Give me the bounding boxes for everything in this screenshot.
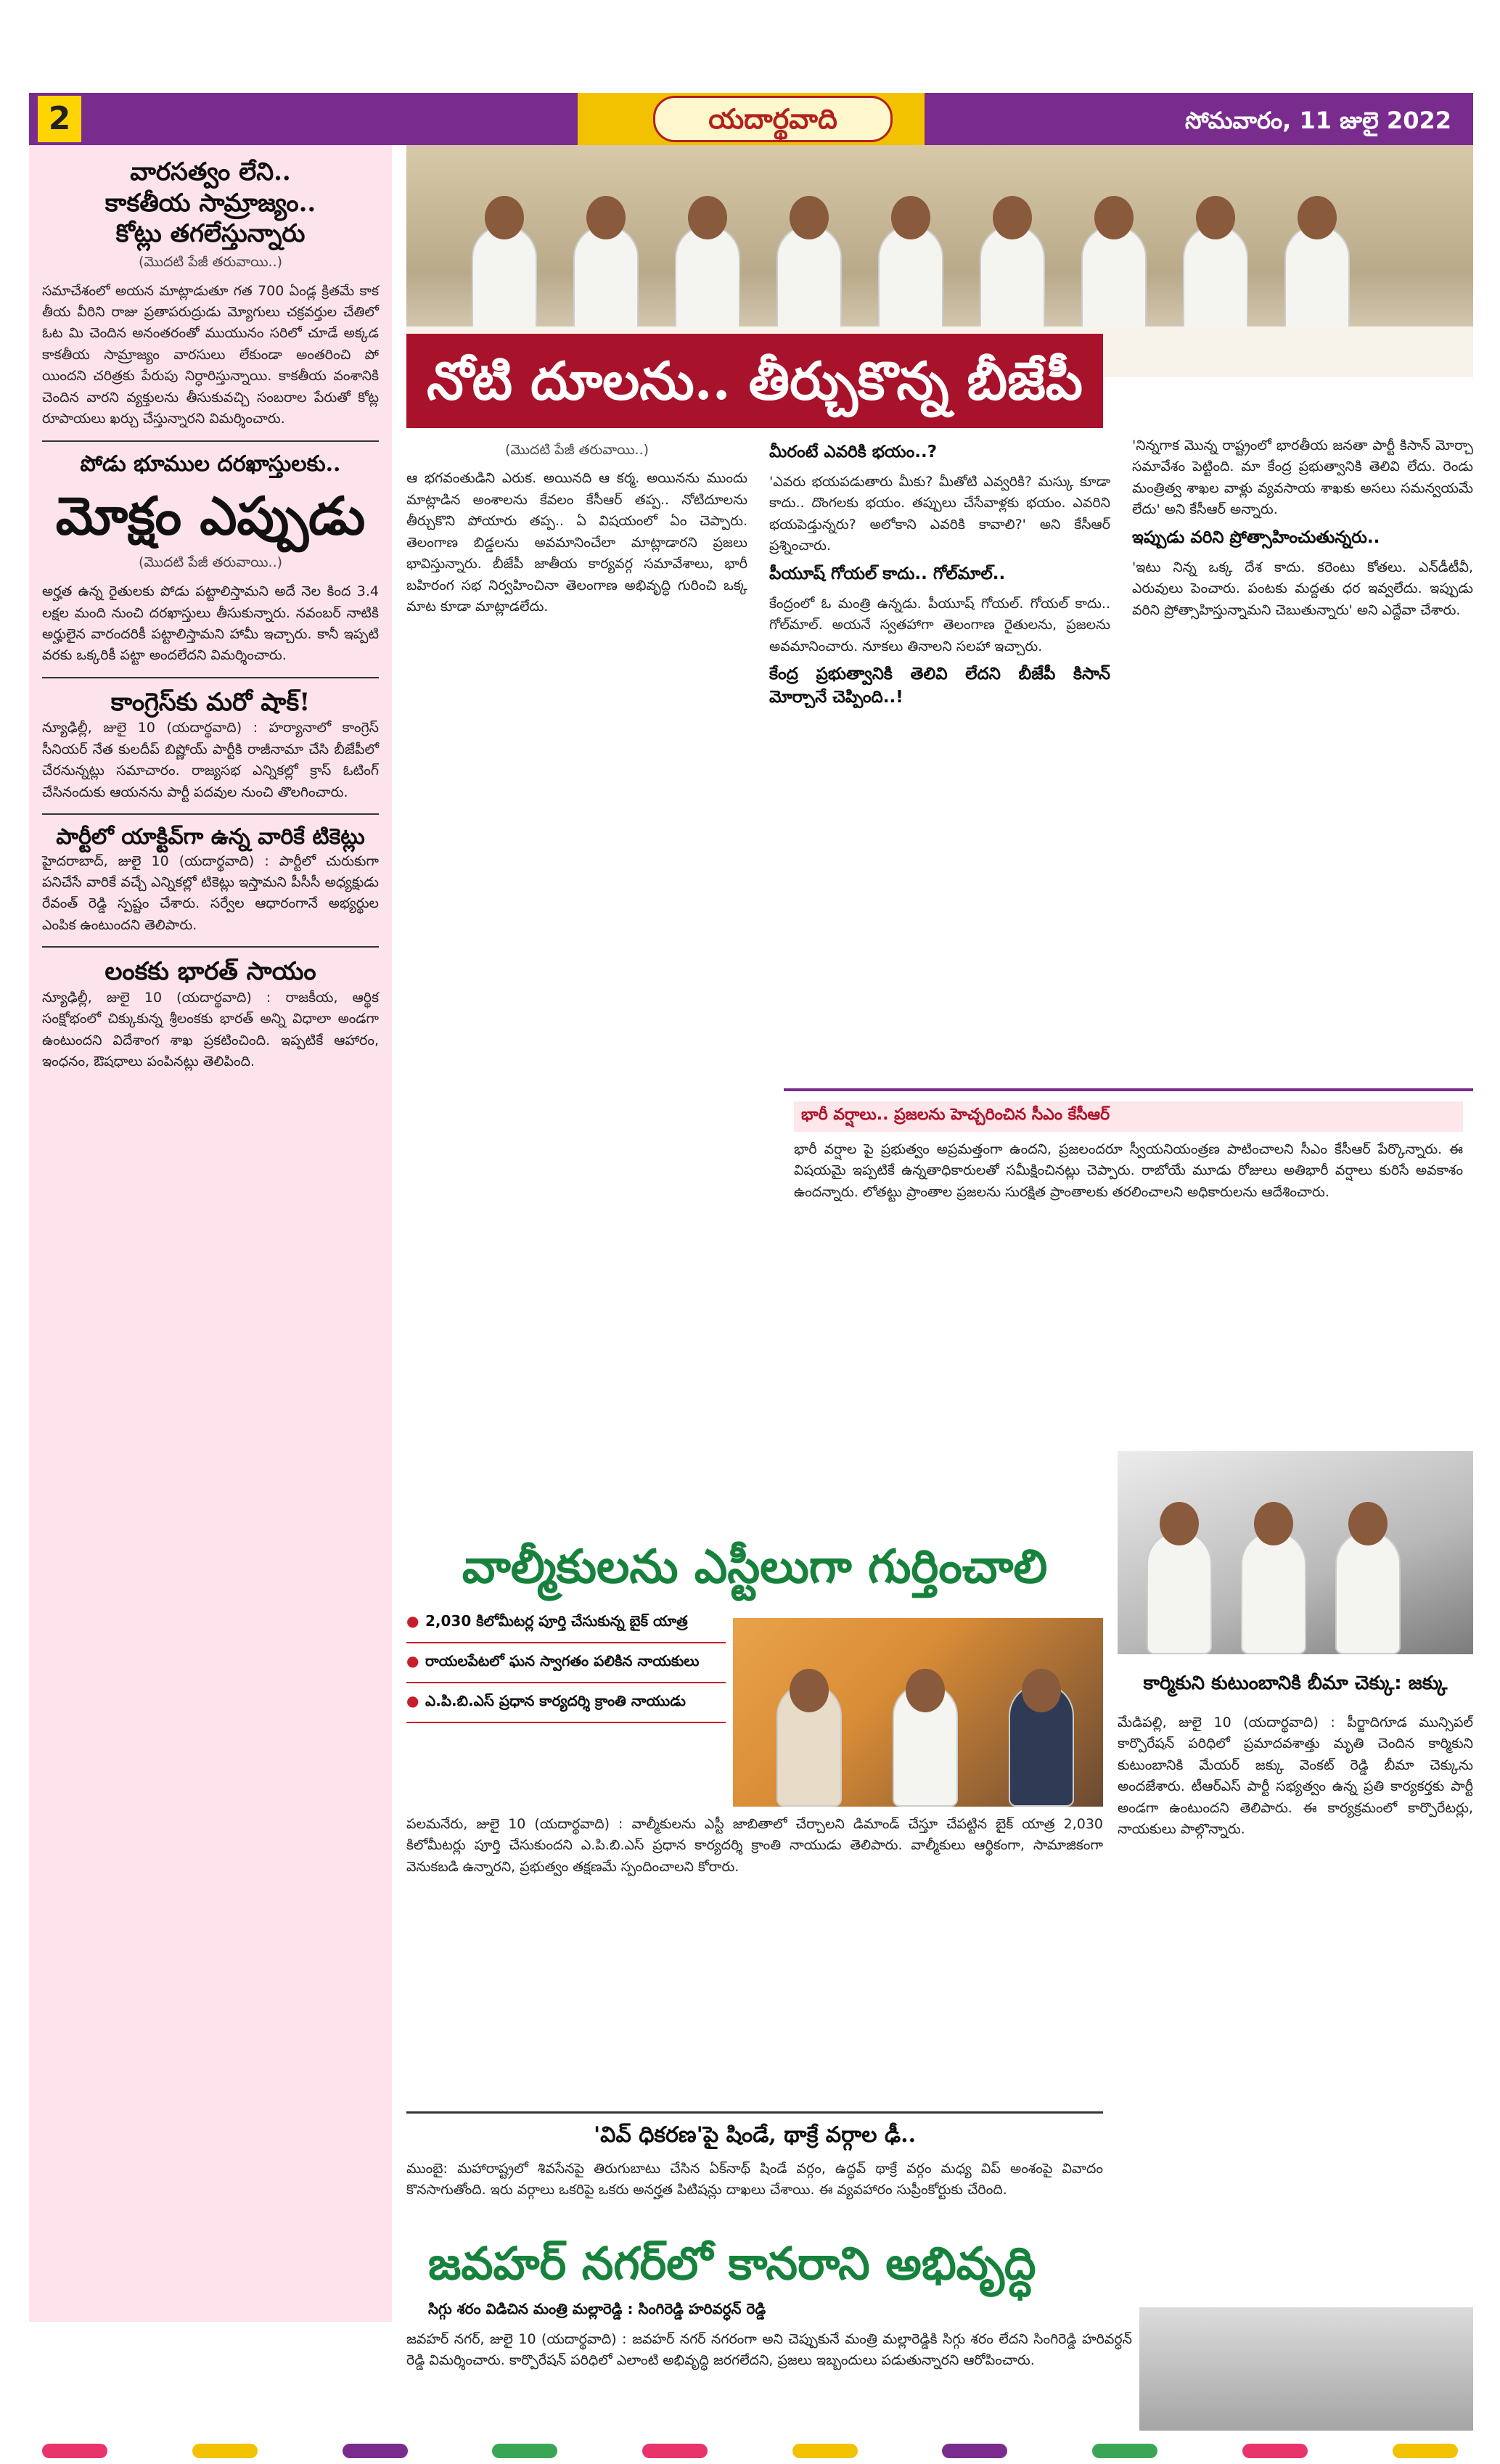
story5-headline: లంకకు భారత్ సాయం	[104, 957, 316, 987]
person-head	[485, 196, 524, 239]
color-swatch	[492, 2444, 557, 2458]
main-col3-subhead: ఇప్పుడు వరిని ప్రోత్సాహించుతున్నరు..	[1132, 527, 1380, 547]
person-head	[790, 1669, 829, 1712]
story2-headline-big: మోక్షం ఎప్పుడు	[55, 485, 366, 547]
divider	[42, 677, 379, 678]
person-figure	[1147, 1531, 1212, 1654]
main-col2-text: 'ఎవరు భయపడుతారు మీకు? మీతోటి ఎవ్వరికి? మస్కు కూడా కాదు.. దొంగలకు భయం. తప్పులు చేసేవాళ్లకు భయం. ఎవరిని భయపెడ్తున్నరు? అలోకాని ఎవరికి కావాలి?' అని కేసీఆర్ ప్రశ్నించారు.	[769, 474, 1110, 554]
divider	[42, 440, 379, 442]
person-head	[1348, 1502, 1388, 1545]
masthead	[0, 0, 1500, 145]
page-number: 2	[38, 96, 81, 142]
valmiki-headline: వాల్మీకులను ఎస్టీలుగా గుర్తించాలి	[462, 1540, 1048, 1594]
story3-body: న్యూఢిల్లీ, జులై 10 (యదార్థవాది) : హర్యానాలో కాంగ్రెస్ సీనియర్ నేత కులదీప్ బిష్ణోయ్ పార్టీకి రాజీనామా చేసి బీజేపీలో చేరనున్నట్లు సమాచారం. రాజ్యసభ ఎన్నికల్లో క్రాస్ ఓటింగ్ చేసినందుకు ఆయనను పార్టీ పదవుల నుంచి తొలగించారు.	[42, 720, 379, 800]
story1-body: సమాచేశంలో అయన మాట్లాడుతూ గత 700 ఏండ్ల క్రితమే కాక తీయ వీరిని రాజు ప్రతాపరుద్రుడు మ్యోగులు చక్రవర్తుల చేతిలో ఓట మి చెందిన అనంతరంతో ముయునం సరిలో చూడే అక్కడ కాకతీయ సామ్రాజ్యం వారసులు లేకుండా అంతరించి పో యిందని చరిత్రకు పేరుపు నిర్ధారిస్తున్నాయి. కాకతీయ వంశానికి చెందిన వారని వ్యక్తులను తీసుకువచ్చి సంబరాల పేరుతో కోట్ల రూపాయలు ఖర్చు చేస్తున్నారని విమర్శించారు.	[42, 282, 379, 427]
main-col1-text: ఆ భగవంతుడిని ఎరుక. అయినది ఆ కర్మ. అయినను ముందు మాట్లాడిన అంశాలను కేవలం కేసీఆర్ తప్ప.. నోటిదూలను తీర్చుకొని పోయారు తప్ప.. ఏ విషయంలో ఏం చెప్పారు. తెలంగాణ బిడ్డలను అవమానించేలా మాట్లాడారని ప్రజలు భావిస్తున్నారు. బీజేపీ జాతీయ కార్యవర్గ సమావేశాలు, భారీ బహిరంగ సభ నిర్వహించినా తెలంగాణ అభివృద్ధి గురించి ఒక్క మాట కూడా మాట్లాడలేదు.	[406, 470, 747, 615]
story5-body: న్యూఢిల్లీ, జులై 10 (యదార్థవాది) : రాజకీయ, ఆర్థిక సంక్షోభంలో చిక్కుకున్న శ్రీలంకకు భారత్ అన్ని విధాలా అండగా ఉంటుందని విదేశాంగ శాఖ ప్రకటించింది. ఇప్పటికే ఆహారం, ఇంధనం, ఔషధాలు పంపినట్లు తెలిపింది.	[42, 989, 379, 1070]
divider	[42, 946, 379, 948]
person-head	[1196, 196, 1235, 239]
shinde-body: ముంబై: మహారాష్ట్రలో శివసేనపై తిరుగుబాటు చేసిన ఏక్‌నాథ్ షిండే వర్గం, ఉద్ధవ్ థాక్రే వర్గం మధ్య విప్ అంశంపై వివాదం కొనసాగుతోంది. ఇరు వర్గాలు ఒకరిపై ఒకరు అనర్హత పిటిషన్లు దాఖలు చేశాయి. ఈ వ్యవహారం సుప్రీంకోర్టుకు చేరింది.	[406, 2161, 1103, 2198]
cheque-body: మేడిపల్లి, జులై 10 (యదార్థవాది) : పీర్జాదిగూడ మున్సిపల్ కార్పొరేషన్ పరిధిలో ప్రమాదవశాత్తు మృతి చెందిన కార్మికుని కుటుంబానికి మేయర్ జక్కు వెంకట్ రెడ్డి బీమా చెక్కును అందజేశారు. టీఆర్ఎస్ పార్టీ సభ్యత్వం ఉన్న ప్రతి కార్యకర్తకు పార్టీ అండగా ఉంటుందని తెలిపారు. ఈ కార్యక్రమంలో కార్పొరేటర్లు, నాయకులు పాల్గొన్నారు.	[1118, 1714, 1473, 1838]
person-head	[586, 196, 626, 239]
story2-body: అర్హత ఉన్న రైతులకు పోడు పట్టాలిస్తామని అదే నెల కింద 3.4 లక్షల మంది నుంచి దరఖాస్తులు తీసుకున్నారు. నవంబర్ నాటికి అర్హులైన వారందరికీ పట్టాలిస్తామని హామీ ఇచ్చారు. కానీ ఇప్పటి వరకు ఒక్కరికీ పట్టా అందలేదని విమర్శించారు.	[42, 583, 379, 664]
main-headline-banner: నోటి దూలను.. తీర్చుకొన్న బీజేపీ	[406, 334, 1103, 428]
color-swatch	[1092, 2444, 1157, 2458]
main-continued: (మొదటి పేజీ తరువాయి..)	[504, 442, 649, 458]
cheque-headline: కార్మికుని కుటుంబానికి బీమా చెక్కు: జక్కు	[1143, 1672, 1448, 1694]
person-head	[906, 1669, 945, 1712]
person-head	[688, 196, 727, 239]
rain-alert-title: భారీ వర్షాలు.. ప్రజలను హెచ్చరించిన సీఎం కేసీఆర్	[794, 1101, 1463, 1132]
person-head	[1254, 1502, 1293, 1545]
story2-headline-line1: పోడు భూముల దరఖాస్తులకు..	[80, 451, 341, 477]
person-head	[790, 196, 829, 239]
color-swatch	[192, 2444, 258, 2458]
story1-continued: (మొదటి పేజీ తరువాయి..)	[138, 253, 283, 270]
story4-headline: పార్టీలో యాక్టివ్‌గా ఉన్న వారికే టికెట్లు	[56, 824, 365, 850]
main-col3-text: 'నిన్నగాక మొన్న రాష్ట్రంలో భారతీయ జనతా పార్టీ కిసాన్ మోర్చా సమావేశం పెట్టింది. మా కేంద్ర ప్రభుత్వానికి తెలివి లేదు. రెండు మంత్రిత్వ శాఖల వాళ్లు వ్యవసాయ శాఖకు అసలు సమన్వయమే లేదు' అని కేసీఆర్ అన్నారు.	[1132, 438, 1473, 518]
main-col-2	[769, 435, 1110, 1088]
main-col-1	[406, 435, 747, 1088]
valmiki-body: పలమనేరు, జులై 10 (యదార్థవాది) : వాల్మీకులను ఎస్టీ జాబితాలో చేర్చాలని డిమాండ్ చేస్తూ చేపట్టిన బైక్ యాత్ర 2,030 కిలోమీటర్లు పూర్తి చేసుకుందని ఎ.పి.బి.ఎస్ ప్రధాన కార్యదర్శి క్రాంతి నాయుడు తెలిపారు. వాల్మీకులు ఆర్థికంగా, సామాజికంగా వెనుకబడి ఉన్నారని, ప్రభుత్వం తక్షణమే స్పందించాలని కోరారు.	[406, 1816, 1103, 1875]
main-col-3	[1132, 435, 1473, 1088]
divider	[42, 813, 379, 815]
main-col2-subhead-2: పీయూష్ గోయల్ కాదు.. గోల్‌మాల్..	[769, 564, 1006, 583]
color-swatch	[942, 2444, 1007, 2458]
issue-date: సోమవారం, 11 జులై 2022	[1184, 107, 1451, 134]
valmiki-photo	[733, 1618, 1103, 1807]
valmiki-bullets	[406, 1603, 726, 1778]
person-figure	[1241, 1531, 1306, 1654]
shinde-headline: 'వివ్ ధికరణ'పై షిండే, థాక్రే వర్గాల ఢీ..	[406, 2111, 1103, 2155]
person-head	[891, 196, 930, 239]
rain-alert-box	[784, 1088, 1473, 1480]
story2-continued: (మొదటి పేజీ తరువాయి..)	[138, 554, 283, 571]
jawahar-body: జవహర్ నగర్, జులై 10 (యదార్థవాది) : జవహర్ నగర్ నగరంగా అని చెప్పుకునే మంత్రి మల్లారెడ్డికి సిగ్గు శరం లేదని సింగిరెడ్డి హరివర్ధన్ రెడ్డి విమర్శించారు. కార్పొరేషన్ పరిధిలో ఎలాంటి అభివృద్ధి జరగలేదని, ప్రజలు ఇబ్బందులు పడుతున్నారని ఆరోపించారు.	[406, 2331, 1132, 2369]
main-col3-text-2: 'ఇటు నిన్న ఒక్క దేశ కాదు. కరెంటు కోతలు. ఎన్‌డీటీవీ, ఎరువులు పెంచారు. పంటకు మద్దతు ధర ఇవ్వలేదు. ఇప్పుడు వరిని ప్రోత్సాహిస్తున్నామని చెబుతున్నారు' అని ఎద్దేవా చేశారు.	[1132, 559, 1473, 618]
newspaper-logo: యదార్థవాది	[653, 96, 893, 142]
bullet-item: ● రాయలపేటలో ఘన స్వాగతం పలికిన నాయకులు	[406, 1643, 726, 1683]
color-swatch	[1393, 2444, 1458, 2458]
rain-alert-body: భారీ వర్షాల పై ప్రభుత్వం అప్రమత్తంగా ఉందని, ప్రజలందరూ స్వీయనియంత్రణ పాటించాలని సీఎం కేసీఆర్ పేర్కొన్నారు. ఈ విషయమై ఇప్పటికే ఉన్నతాధికారులతో సమీక్షించినట్లు చెప్పారు. రాబోయే మూడు రోజులు అతిభారీ వర్షాలు కురిసే అవకాశం ఉందన్నారు. లోతట్టు ప్రాంతాల ప్రజలను సురక్షిత ప్రాంతాలకు తరలించాలని అధికారులను ఆదేశించారు.	[794, 1141, 1463, 1200]
main-col2-text-2: కేంద్రంలో ఓ మంత్రి ఉన్నడు. పీయూష్ గోయల్. గోయల్ కాదు.. గోల్‌మాల్. అయనే స్వతహాగా తెలంగాణ రైతులను, ప్రజలను అవమానించారు. నూకలు తినాలని సలహా ఇచ్చారు.	[769, 595, 1110, 654]
color-swatch	[792, 2444, 858, 2458]
jawahar-photo	[1139, 2307, 1473, 2431]
cheque-handover-photo	[1118, 1451, 1473, 1654]
left-column	[29, 145, 392, 2322]
person-head	[1160, 1502, 1199, 1545]
story3-headline: కాంగ్రెస్‌కు మరో షాక్!	[110, 687, 311, 717]
jawahar-subhead: సిగ్గు శరం విడిచిన మంత్రి మల్లారెడ్డి : సింగిరెడ్డి హరివర్ధన్ రెడ్డి	[428, 2300, 766, 2317]
color-swatch	[642, 2444, 708, 2458]
color-swatch	[343, 2444, 408, 2458]
person-head	[993, 196, 1032, 239]
story1-headline-line2: కాకతీయ సామ్రాజ్యం..	[104, 188, 316, 218]
color-swatch	[42, 2444, 107, 2458]
bullet-item: ● 2,030 కిలోమీటర్ల పూర్తి చేసుకున్న బైక్ యాత్ర	[406, 1603, 726, 1643]
main-col2-subhead: మీరంటే ఎవరికి భయం..?	[769, 443, 938, 461]
main-col2-subhead-3: కేంద్ర ప్రభుత్వానికి తెలివి లేదని బీజేపీ కిసాన్ మోర్చానే చెప్పింది..!	[769, 665, 1110, 707]
person-figure	[1335, 1531, 1401, 1654]
jawahar-headline: జవహర్ నగర్‌లో కానరాని అభివృద్ధి	[406, 2227, 1473, 2300]
footer-strip	[0, 2438, 1500, 2464]
story4-body: హైదరాబాద్, జులై 10 (యదార్థవాది) : పార్టీలో చురుకుగా పనిచేసే వారికే వచ్చే ఎన్నికల్లో టికెట్లు ఇస్తామని పీసీసీ అధ్యక్షుడు రేవంత్ రెడ్డి స్పష్టం చేశారు. సర్వేల ఆధారంగానే అభ్యర్థుల ఎంపిక ఉంటుందని తెలిపారు.	[42, 853, 379, 933]
bullet-item: ● ఎ.పి.బి.ఎస్ ప్రధాన కార్యదర్శి క్రాంతి నాయుడు	[406, 1683, 726, 1723]
color-swatch	[1242, 2444, 1308, 2458]
person-head	[1022, 1669, 1061, 1712]
person-head	[1298, 196, 1337, 239]
story1-headline-line1: వారసత్వం లేని..	[130, 157, 291, 186]
person-head	[1094, 196, 1134, 239]
story1-headline-line3: కోట్లు తగలేస్తున్నారు	[115, 219, 306, 248]
